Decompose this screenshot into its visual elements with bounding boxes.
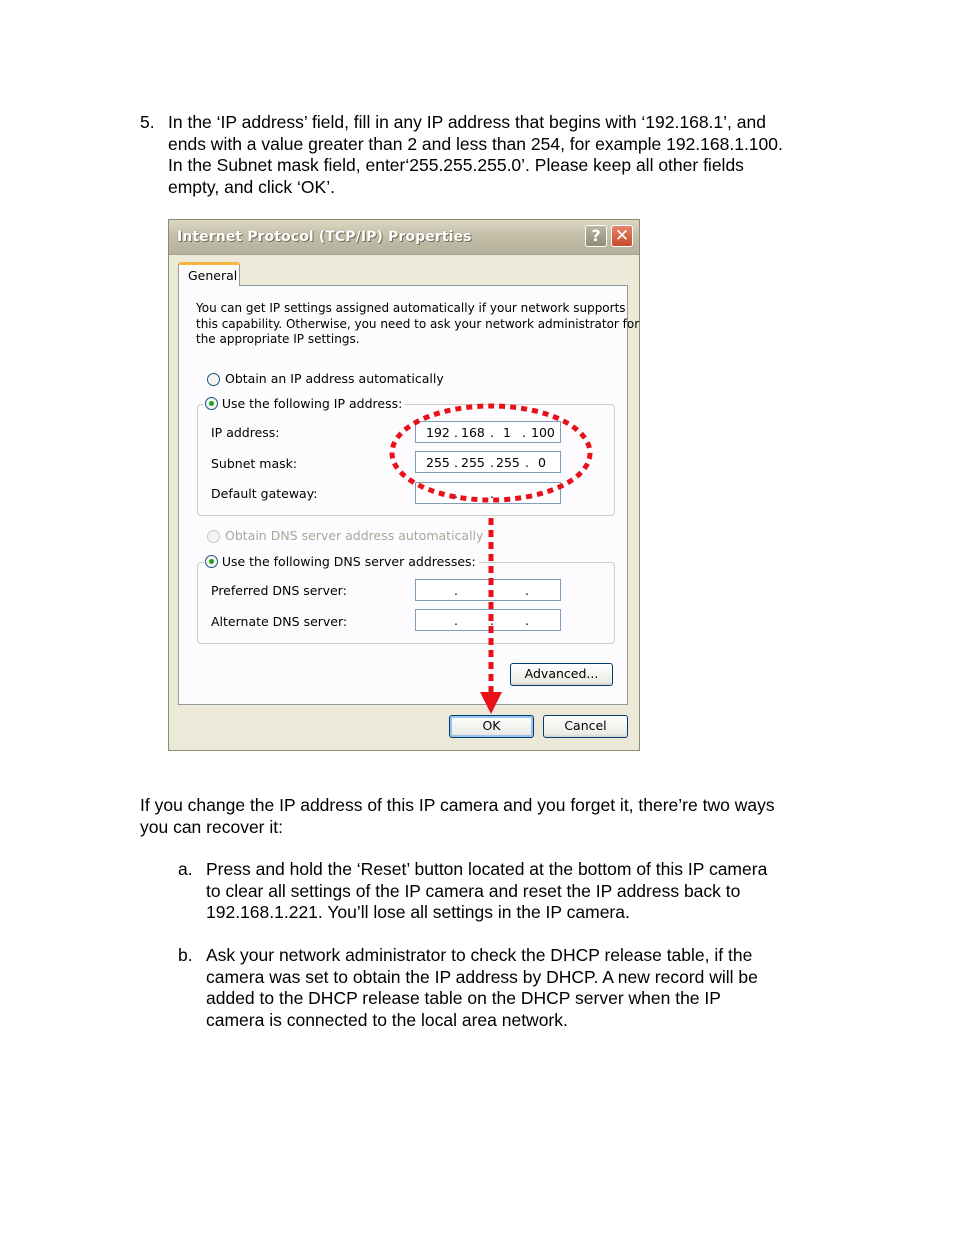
step-5-line: empty, and click ‘OK’. — [168, 177, 335, 198]
description-line: this capability. Otherwise, you need to ask your network administrator for — [196, 316, 640, 331]
use-following-dns-legend — [204, 554, 479, 569]
dns-server-group — [197, 562, 615, 644]
option-a-text — [206, 859, 838, 924]
preferred-dns-label: Preferred DNS server: — [211, 583, 347, 598]
recover-intro — [140, 795, 840, 838]
ip-octet: 1 — [503, 425, 511, 440]
option-b-line: camera was set to obtain the IP address by DHCP. A new record will be — [206, 966, 758, 987]
use-following-ip-radio[interactable] — [205, 397, 218, 410]
ip-octet: 100 — [531, 425, 555, 440]
description-line: the appropriate IP settings. — [196, 332, 360, 346]
use-following-ip-label: Use the following IP address: — [221, 396, 403, 411]
step-number: 5. — [140, 112, 155, 132]
step-5-line: ends with a value greater than 2 and less than 254, for example 192.168.1.100. — [168, 133, 783, 154]
mask-dot: . — [454, 455, 458, 470]
ok-button-label: OK — [482, 718, 501, 733]
preferred-dns-field[interactable] — [415, 579, 561, 601]
ip-address-field[interactable] — [415, 421, 561, 443]
ip-dot: . — [490, 425, 494, 440]
subnet-mask-label: Subnet mask: — [211, 456, 298, 471]
alternate-dns-field[interactable] — [415, 609, 561, 631]
step-5-text — [168, 112, 840, 199]
close-button[interactable] — [611, 225, 633, 247]
gateway-dot: . — [525, 486, 529, 501]
option-a-line: Press and hold the ‘Reset’ button located at the bottom of this IP camera — [206, 859, 768, 879]
ok-button[interactable] — [449, 715, 534, 738]
subnet-mask-field[interactable] — [415, 451, 561, 473]
dns-dot: . — [525, 613, 529, 628]
obtain-ip-auto-radio[interactable] — [207, 373, 220, 386]
tcpip-properties-dialog — [168, 219, 640, 751]
use-following-dns-label: Use the following DNS server addresses: — [221, 554, 476, 569]
dns-dot: . — [490, 613, 494, 628]
option-b-line: added to the DHCP release table on the DHCP server when the IP — [206, 988, 721, 1009]
ip-dot: . — [522, 425, 526, 440]
mask-octet: 0 — [538, 455, 546, 470]
tab-general-label: General — [188, 268, 238, 283]
default-gateway-field[interactable] — [415, 482, 561, 504]
help-icon: ? — [591, 226, 601, 245]
dns-dot: . — [454, 613, 458, 628]
dns-dot: . — [454, 583, 458, 598]
option-b-line: camera is connected to the local area network. — [206, 1010, 568, 1031]
description-line: You can get IP settings assigned automatically if your network supports — [196, 301, 626, 315]
obtain-ip-auto-label: Obtain an IP address automatically — [225, 371, 444, 386]
default-gateway-label: Default gateway: — [211, 486, 318, 501]
option-b-line: Ask your network administrator to check the DHCP release table, if the — [206, 945, 753, 965]
dns-dot: . — [525, 583, 529, 598]
option-a-line: to clear all settings of the IP camera and reset the IP address back to — [206, 880, 741, 901]
mask-dot: . — [525, 455, 529, 470]
tab-general[interactable] — [178, 262, 240, 286]
advanced-button-label: Advanced... — [524, 666, 599, 681]
step-5-line: In the Subnet mask field, enter‘255.255.255.0’. Please keep all other fields — [168, 155, 744, 176]
ip-dot: . — [454, 425, 458, 440]
option-marker: b. — [178, 945, 193, 965]
ip-octet: 168 — [461, 425, 485, 440]
cancel-button[interactable] — [543, 715, 628, 738]
dialog-titlebar — [169, 220, 639, 255]
close-icon: ✕ — [614, 226, 630, 246]
alternate-dns-label: Alternate DNS server: — [211, 614, 348, 629]
option-a-line: 192.168.1.221. You’ll lose all settings in the IP camera. — [206, 902, 630, 923]
ip-octet: 192 — [426, 425, 450, 440]
option-marker: a. — [178, 859, 193, 879]
dialog-title: Internet Protocol (TCP/IP) Properties — [177, 229, 472, 245]
mask-dot: . — [490, 455, 494, 470]
step-5-line: In the ‘IP address’ field, fill in any IP address that begins with ‘192.168.1’, and — [168, 112, 766, 132]
gateway-dot: . — [454, 486, 458, 501]
mask-octet: 255 — [461, 455, 485, 470]
gateway-dot: . — [490, 486, 494, 501]
ip-address-label: IP address: — [211, 425, 280, 440]
use-following-dns-radio[interactable] — [205, 555, 218, 568]
recover-intro-line: If you change the IP address of this IP camera and you forget it, there’re two ways — [140, 795, 775, 815]
use-following-ip-legend — [204, 396, 405, 411]
settings-description — [196, 301, 639, 348]
recover-intro-line: you can recover it: — [140, 816, 283, 837]
help-button[interactable] — [585, 225, 607, 247]
obtain-dns-auto-label: Obtain DNS server address automatically — [225, 528, 484, 543]
mask-octet: 255 — [426, 455, 450, 470]
obtain-dns-auto-radio[interactable] — [207, 530, 220, 543]
option-b-text — [206, 945, 838, 1032]
cancel-button-label: Cancel — [564, 718, 607, 733]
dns-dot: . — [490, 583, 494, 598]
mask-octet: 255 — [496, 455, 520, 470]
general-tab-panel — [178, 285, 640, 705]
advanced-button[interactable] — [510, 663, 613, 686]
